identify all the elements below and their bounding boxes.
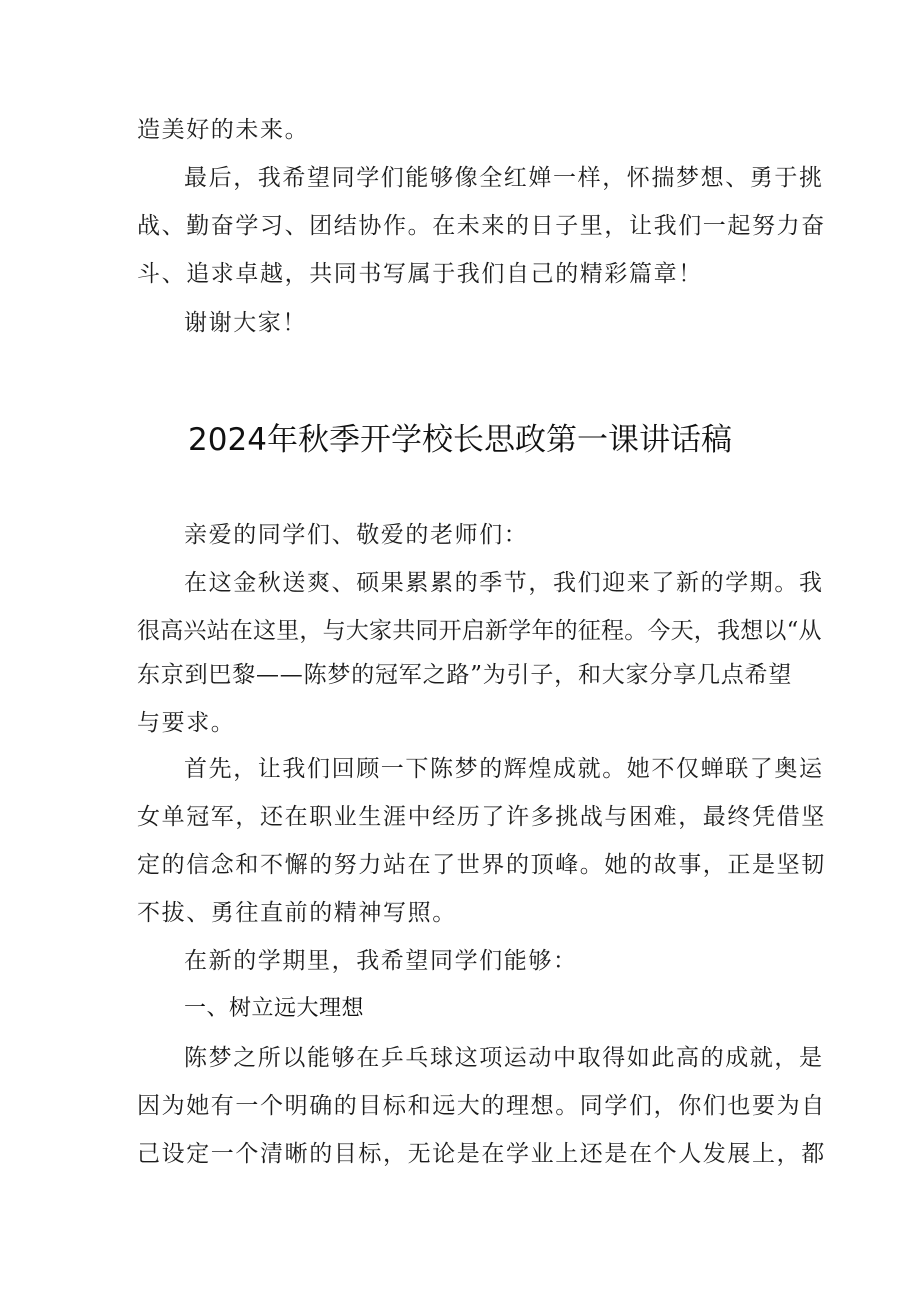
para4-line-2: 因为她有一个明确的目标和远大的理想。同学们，你们也要为自 [137,1093,826,1119]
para4-line-3: 己设定一个清晰的目标，无论是在学业上还是在个人发展上，都 [137,1141,826,1167]
para2-line-1: 首先，让我们回顾一下陈梦的辉煌成就。她不仅蝉联了奥运 [184,756,824,782]
para2-line-2: 女单冠军，还在职业生涯中经历了许多挑战与困难，最终凭借坚 [137,804,826,830]
closing-tail-line: 造美好的未来。 [137,117,310,143]
page-title: 2024年秋季开学校长思政第一课讲话稿 [188,422,732,458]
para1-line-4: 与要求。 [137,710,236,736]
salutation-line: 亲爱的同学们、敬爱的老师们： [184,522,529,548]
closing-para-line-2: 战、勤奋学习、团结协作。在未来的日子里，让我们一起努力奋 [137,213,826,239]
para3-line: 在新的学期里，我希望同学们能够： [184,948,578,974]
para2-line-3: 定的信念和不懈的努力站在了世界的顶峰。她的故事，正是坚韧 [137,852,826,878]
para1-line-2: 很高兴站在这里，与大家共同开启新学年的征程。今天，我想以“从 [137,618,822,644]
para1-line-1: 在这金秋送爽、硕果累累的季节，我们迎来了新的学期。我 [184,570,824,596]
thanks-line: 谢谢大家！ [184,310,307,336]
closing-para-line-3: 斗、追求卓越，共同书写属于我们自己的精彩篇章！ [137,261,703,287]
para2-line-4: 不拔、勇往直前的精神写照。 [137,900,457,926]
para1-line-3: 东京到巴黎——陈梦的冠军之路”为引子，和大家分享几点希望 [137,662,793,688]
section-heading: 一、树立远大理想 [184,996,365,1021]
closing-para-line-1: 最后，我希望同学们能够像全红婵一样，怀揣梦想、勇于挑 [184,165,824,191]
para4-line-1: 陈梦之所以能够在乒乓球这项运动中取得如此高的成就，是 [184,1045,824,1071]
